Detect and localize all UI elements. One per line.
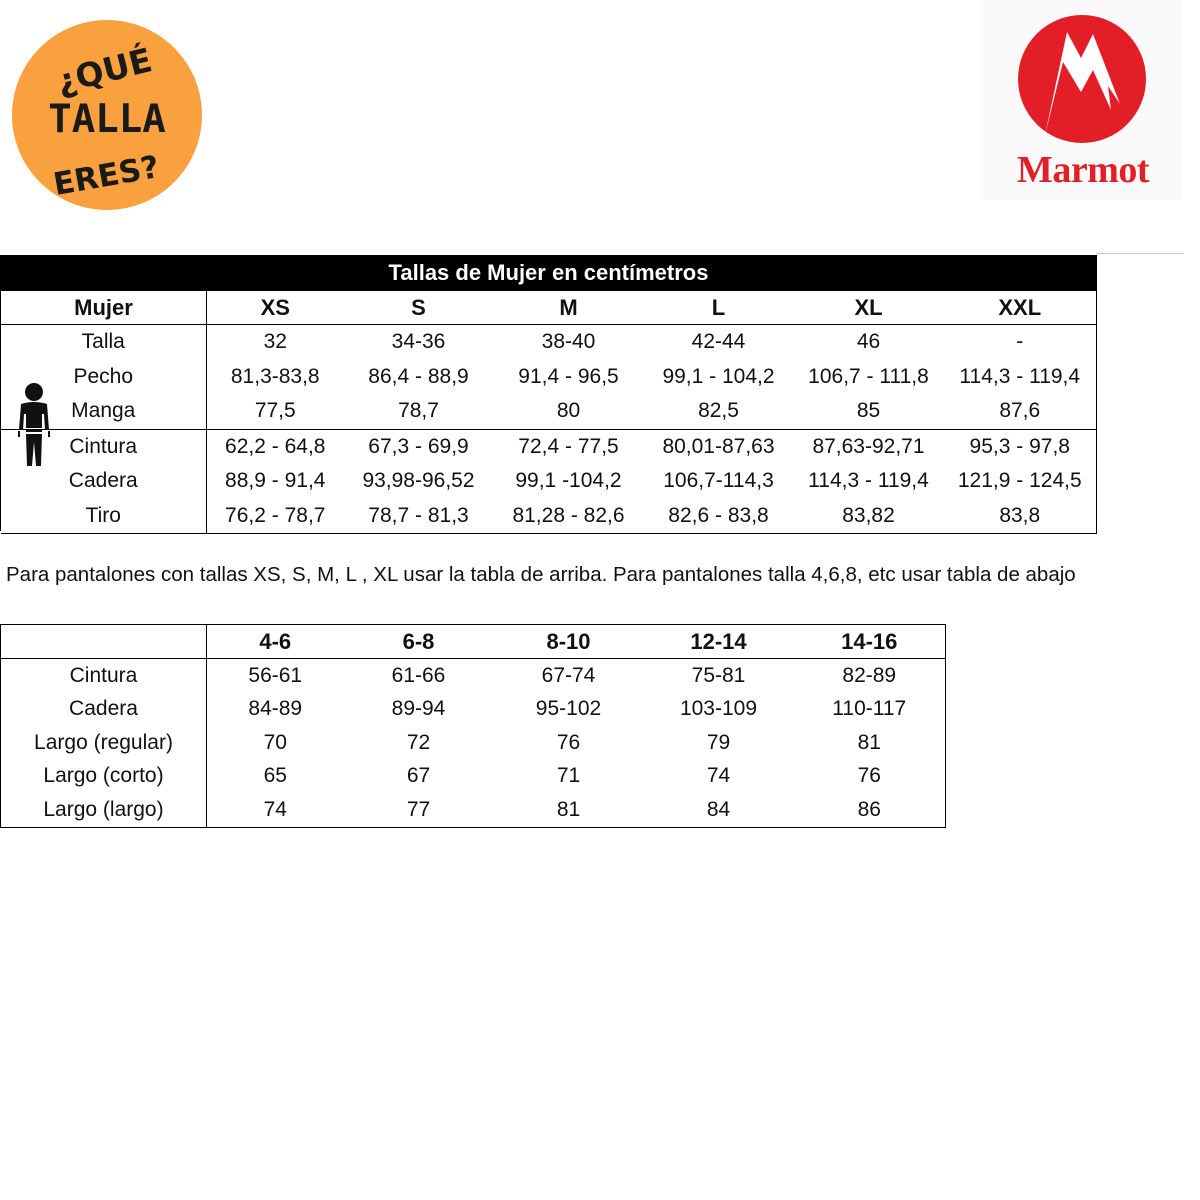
table-cell: 99,1 - 104,2 [662,364,775,388]
marmot-logo [983,0,1183,200]
row-label: Talla [1,325,207,360]
table-row-largo-corto [1,760,946,794]
table-cell: 65 [263,764,287,788]
women-table-title: Tallas de Mujer en centímetros [1,256,1097,291]
pants-size-table [0,624,946,828]
table-cell: 87,63-92,71 [794,429,944,464]
table-cell: 76 [556,730,581,754]
table-cell: 81 [794,726,946,760]
table-cell: 76 [794,760,946,794]
pants-size-header: 8-10 [494,625,644,659]
table-cell: 89-94 [391,697,446,721]
table-cell: 95-102 [535,697,602,721]
header-divider [1096,253,1184,254]
table-cell: 83,82 [794,499,944,534]
row-label: Tiro [1,499,207,534]
badge-graphic [12,20,202,210]
table-cell: 114,3 - 119,4 [808,469,929,493]
pants-size-note: Para pantalones con tallas XS, S, M, L , XL usar la tabla de arriba. Para pantalones talla 4,6,8, etc usar tabla de abajo [6,563,1076,586]
table-cell: 81 [494,793,644,827]
table-cell: 121,9 - 124,5 [944,464,1097,499]
table-row-cadera-pants [1,693,946,727]
table-cell: 38-40 [541,330,596,354]
table-cell: 103-109 [679,697,758,721]
pants-header-label [1,625,207,659]
table-cell: 72,4 - 77,5 [494,429,644,464]
table-cell: 106,7 - 111,8 [808,364,929,388]
table-cell: 82,6 - 83,8 [644,499,794,534]
table-cell: 110-117 [794,693,946,727]
table-cell: 75-81 [691,663,746,687]
table-cell: 86,4 - 88,9 [368,364,469,388]
table-cell: 80 [556,399,581,423]
table-cell: 83,8 [944,499,1097,534]
pants-size-header: 14-16 [794,625,946,659]
women-size-table [0,255,1097,534]
table-cell: 81,3-83,8 [230,364,320,388]
table-cell: 74 [207,793,344,827]
row-label: Pecho [1,360,207,395]
table-row-pecho [1,360,1097,395]
pants-size-header: 6-8 [344,625,494,659]
table-cell: 88,9 - 91,4 [225,469,326,493]
table-cell: 85 [856,399,881,423]
table-cell: 67-74 [541,663,596,687]
table-row-cintura [1,429,1097,464]
row-label: Largo (corto) [1,760,207,794]
table-cell: 61-66 [391,663,446,687]
table-cell: 67,3 - 69,9 [344,429,494,464]
table-cell: 78,7 [398,399,439,423]
table-row-largo-largo [1,793,946,827]
table-cell: 82-89 [794,659,946,693]
person-icon [12,382,56,472]
row-label: Cintura [1,659,207,693]
body-figure-area [0,323,1,531]
table-cell: 71 [556,764,581,788]
row-label: Cadera [1,693,207,727]
row-label: Cintura [1,429,207,464]
table-cell: 70 [263,730,287,754]
table-row-talla [1,325,1097,360]
table-row-largo-regular [1,726,946,760]
table-cell: 77,5 [254,399,296,423]
women-header-label: Mujer [1,291,207,325]
pants-size-header: 4-6 [207,625,344,659]
size-header-xxl: XXL [944,291,1097,325]
table-cell: 42-44 [691,330,746,354]
table-cell: 67 [406,764,431,788]
size-header-m: M [494,291,644,325]
size-header-l: L [644,291,794,325]
table-cell: 82,5 [698,399,739,423]
table-cell: 79 [706,730,731,754]
table-cell: 77 [344,793,494,827]
table-cell: 56-61 [248,663,303,687]
badge-line-1: ¿QUÉ [52,40,156,102]
table-cell: 62,2 - 64,8 [207,429,344,464]
table-cell: 95,3 - 97,8 [944,429,1097,464]
table-cell: 99,1 -104,2 [515,469,622,493]
badge-line-2: TALLA [48,97,166,142]
row-label: Largo (largo) [1,793,207,827]
table-cell: - [944,325,1097,360]
table-cell: 32 [263,330,287,354]
table-cell: 78,7 - 81,3 [344,499,494,534]
pants-size-header: 12-14 [644,625,794,659]
marmot-wordmark: Marmot [1016,149,1150,191]
table-cell: 72 [406,730,431,754]
table-cell: 91,4 - 96,5 [518,364,619,388]
table-cell: 81,28 - 82,6 [494,499,644,534]
badge-line-3: ERES? [50,149,162,204]
table-row-cadera [1,464,1097,499]
table-cell: 86 [794,793,946,827]
marmot-mountain-icon [983,0,1183,150]
size-header-s: S [344,291,494,325]
table-row-manga [1,394,1097,429]
table-row-tiro [1,499,1097,534]
que-talla-eres-badge [12,20,202,210]
table-cell: 84-89 [248,697,303,721]
table-cell: 106,7-114,3 [663,469,774,493]
row-label: Manga [1,394,207,429]
size-header-xs: XS [207,291,344,325]
row-label: Cadera [1,464,207,499]
table-cell: 87,6 [944,394,1097,429]
table-cell: 80,01-87,63 [644,429,794,464]
table-cell: 114,3 - 119,4 [944,360,1097,395]
table-cell: 34-36 [391,330,446,354]
table-cell: 84 [644,793,794,827]
table-cell: 93,98-96,52 [362,469,475,493]
row-label: Largo (regular) [1,726,207,760]
size-header-xl: XL [794,291,944,325]
table-cell: 46 [856,330,881,354]
table-cell: 74 [706,764,731,788]
table-row-cintura-pants [1,659,946,693]
table-cell: 76,2 - 78,7 [207,499,344,534]
